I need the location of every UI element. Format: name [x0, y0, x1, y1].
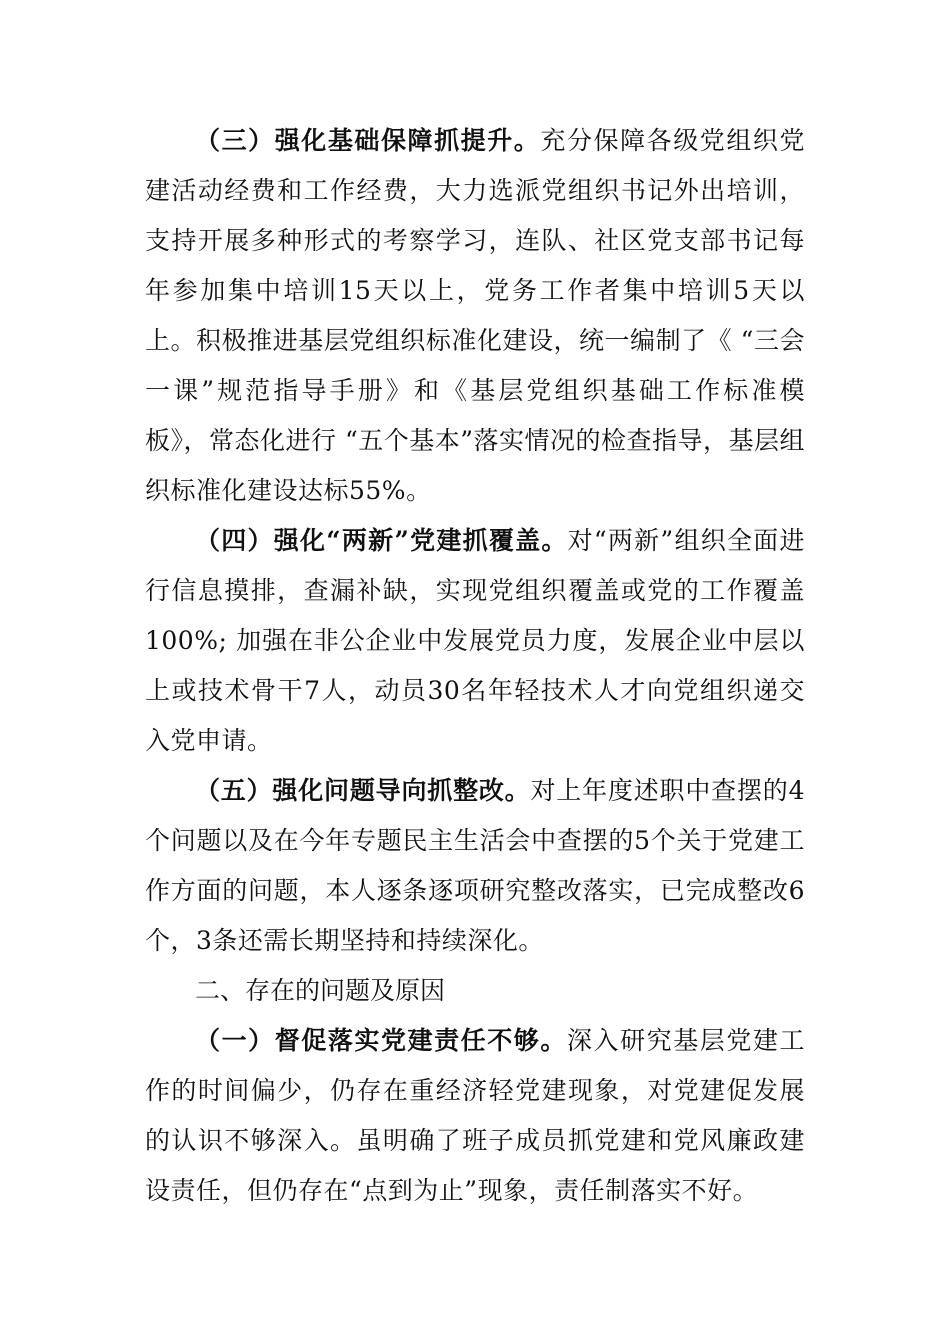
paragraph-text: 对上年度述职中查摆的4个问题以及在今年专题民主生活会中查摆的5个关于党建工作方面的问题，本人逐条逐项研究整改落实，已完成整改6个，3条还需长期坚持和持续深化。 — [145, 776, 805, 955]
paragraph-text: 深入研究基层党建工作的时间偏少，仍存在重经济轻党建现象，对党建促发展的认识不够深入。虽明确了班子成员抓党建和党风廉政建设责任，但仍存在“点到为止”现象，责任制落实不好。 — [145, 1026, 805, 1205]
paragraph-text: 充分保障各级党组织党建活动经费和工作经费，大力选派党组织书记外出培训，支持开展多种形式的考察学习，连队、社区党支部书记每年参加集中培训15天以上，党务工作者集中培训5天以上。积极推进基层党组织标准化建设，统一编制了《 “三会一课”规范指导手册》和《基层党组织基础工作标准模板》，常态化进行 “五个基本”落实情况的检查指导，基层组织标准化建设达标55%。 — [145, 126, 806, 505]
paragraph-coverage — [145, 516, 805, 766]
paragraph-infrastructure — [145, 116, 805, 516]
paragraph-issue — [145, 1016, 805, 1216]
paragraph-lead: （一）督促落实党建责任不够。 — [195, 1026, 567, 1055]
paragraph-lead: （三）强化基础保障抓提升。 — [195, 126, 541, 155]
paragraph-lead: （四）强化“两新”党建抓覆盖。 — [195, 526, 568, 555]
paragraph-rectification — [145, 766, 805, 966]
document-body — [145, 116, 805, 1216]
paragraph-lead: （五）强化问题导向抓整改。 — [195, 776, 531, 805]
paragraph-text: 对“两新”组织全面进行信息摸排，查漏补缺，实现党组织覆盖或党的工作覆盖100%; 加强在非公企业中发展党员力度，发展企业中层以上或技术骨干7人，动员30名年轻技术人才向党组织递交入党申请。 — [145, 526, 806, 755]
section-heading: 二、存在的问题及原因 — [195, 976, 446, 1005]
